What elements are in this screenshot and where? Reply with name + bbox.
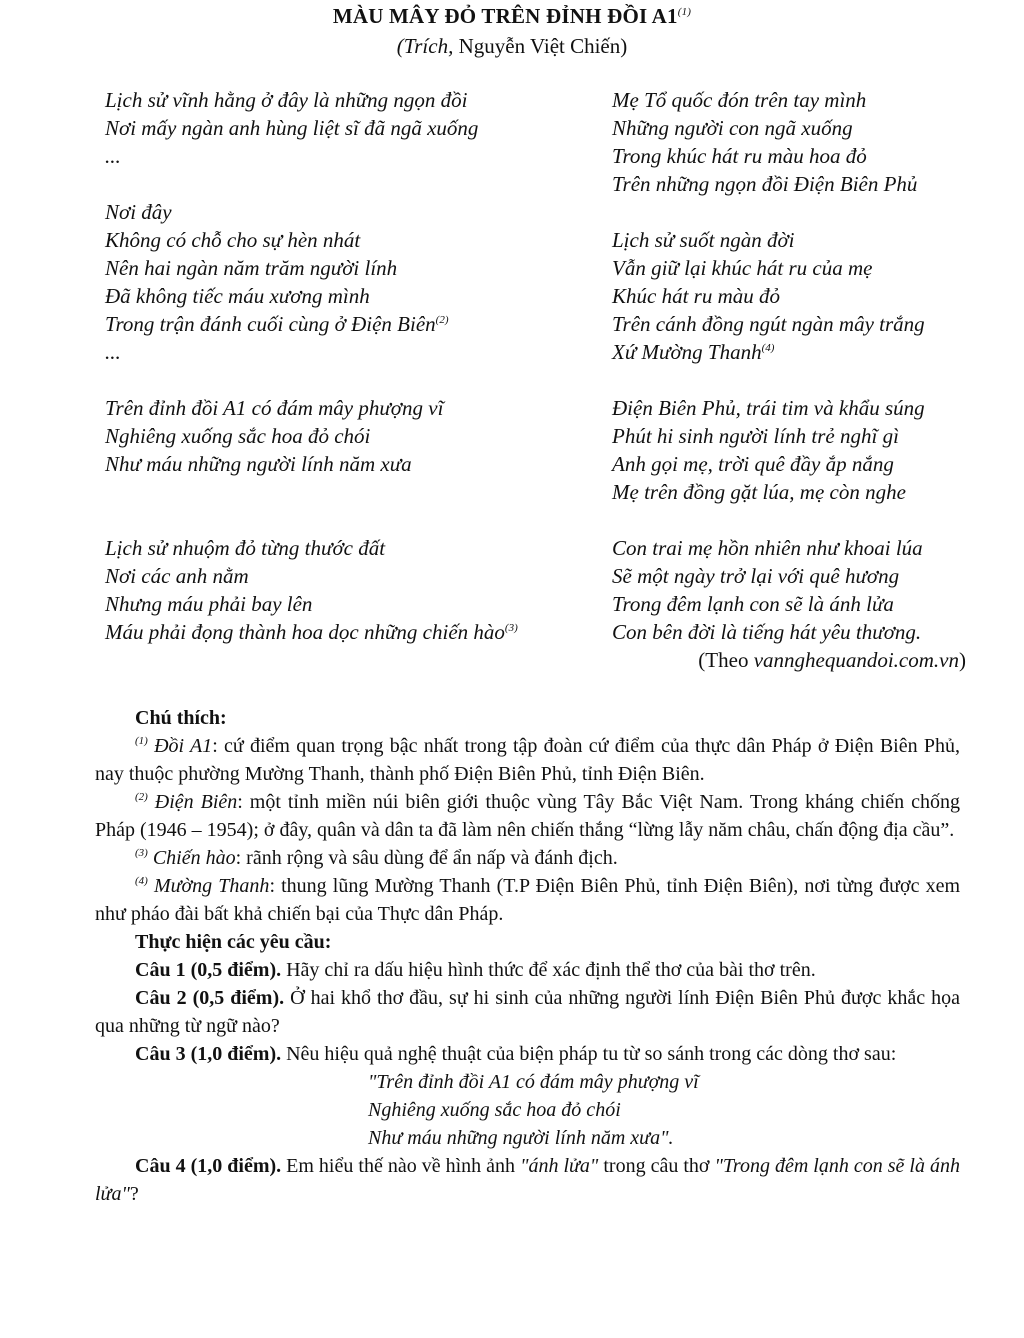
- poem-line-text: Máu phải đọng thành hoa dọc những chiến hào: [105, 620, 505, 644]
- poem-line: Vẫn giữ lại khúc hát ru của mẹ: [612, 256, 873, 280]
- poem-line: Khúc hát ru màu đỏ: [612, 284, 780, 308]
- poem-line: Mẹ Tổ quốc đón trên tay mình: [612, 88, 867, 112]
- footnote-number: (1): [135, 735, 148, 747]
- footnote-number: (2): [135, 791, 148, 803]
- footnote-text: : rãnh rộng và sâu dùng để ẩn nấp và đánh địch.: [235, 847, 618, 869]
- poem-subtitle: [0, 34, 1024, 59]
- question-1: [95, 956, 960, 984]
- poem-source: [698, 648, 966, 673]
- footnote-2: [95, 788, 960, 844]
- notes-and-questions: [95, 704, 960, 1208]
- poem-line-text: Xứ Mường Thanh: [612, 340, 762, 364]
- footnote-term: Đồi A1: [147, 735, 213, 757]
- poem-line: Điện Biên Phủ, trái tim và khẩu súng: [612, 396, 925, 420]
- poem-line: [105, 618, 605, 646]
- poem-line: Nơi mấy ngàn anh hùng liệt sĩ đã ngã xuống: [105, 116, 479, 140]
- question-text: trong câu thơ: [598, 1155, 715, 1177]
- notes-heading: Chú thích:: [135, 707, 227, 729]
- footnote-text: : cứ điểm quan trọng bậc nhất trong tập đoàn cứ điểm của thực dân Pháp ở Điện Biên Phủ, nay thuộc phường Mường Thanh, thành phố Điện Biên Phủ, tỉnh Điện Biên.: [95, 735, 960, 785]
- question-label: Câu 1 (0,5 điểm).: [135, 959, 282, 981]
- question-quote: "Trong đêm lạnh con sẽ là ánh lửa": [95, 1155, 960, 1205]
- poem-line: Nghiêng xuống sắc hoa đỏ chói: [105, 424, 371, 448]
- poem-line: Nhưng máu phải bay lên: [105, 592, 313, 616]
- question-text: Em hiểu thế nào về hình ảnh: [281, 1155, 521, 1177]
- subtitle-prefix: (Trích,: [396, 34, 454, 58]
- footnote-3: [95, 844, 960, 872]
- question-text: Nêu hiệu quả nghệ thuật của biện pháp tu từ so sánh trong các dòng thơ sau:: [281, 1043, 897, 1065]
- poem-line: Lịch sử vĩnh hằng ở đây là những ngọn đồi: [105, 88, 468, 112]
- poem-line: [105, 310, 605, 338]
- poem-left-column: [105, 86, 605, 646]
- poem-line: Nên hai ngàn năm trăm người lính: [105, 256, 398, 280]
- footnote-mark: (4): [761, 342, 775, 354]
- poem-line: Trên cánh đồng ngút ngàn mây trắng: [612, 312, 925, 336]
- poem-line: Lịch sử nhuộm đỏ từng thước đất: [105, 536, 386, 560]
- footnote-term: Mường Thanh: [147, 875, 270, 897]
- poem-line: Con bên đời là tiếng hát yêu thương.: [612, 620, 922, 644]
- poem-line: Nơi các anh nằm: [105, 564, 249, 588]
- footnote-term: Điện Biên: [147, 791, 238, 813]
- poem-line: Trên những ngọn đồi Điện Biên Phủ: [612, 172, 918, 196]
- poem-line: Trên đỉnh đồi A1 có đám mây phượng vĩ: [105, 396, 444, 420]
- poem-line: Đã không tiếc máu xương mình: [105, 284, 370, 308]
- question-label: Câu 4 (1,0 điểm).: [135, 1155, 282, 1177]
- source-suffix: ): [959, 648, 966, 672]
- question-4: [95, 1152, 960, 1208]
- poem-line: Con trai mẹ hồn nhiên như khoai lúa: [612, 536, 923, 560]
- quoted-line: Nghiêng xuống sắc hoa đỏ chói: [368, 1099, 621, 1121]
- poem-line: Nơi đây: [105, 200, 172, 224]
- question-2: [95, 984, 960, 1040]
- footnote-1: [95, 732, 960, 788]
- poem-line: ...: [105, 144, 121, 168]
- quoted-line: Như máu những người lính năm xưa".: [368, 1127, 674, 1149]
- poem-line: Trong đêm lạnh con sẽ là ánh lửa: [612, 592, 894, 616]
- footnote-term: Chiến hào: [147, 847, 236, 869]
- tasks-heading: Thực hiện các yêu cầu:: [135, 931, 332, 953]
- footnote-mark: (2): [435, 314, 449, 326]
- question-term: "ánh lửa": [520, 1155, 599, 1177]
- quoted-line: "Trên đỉnh đồi A1 có đám mây phượng vĩ: [368, 1071, 699, 1093]
- poem-line: Phút hi sinh người lính trẻ nghĩ gì: [612, 424, 899, 448]
- footnote-mark: (3): [504, 622, 518, 634]
- source-site: vannghequandoi.com.vn: [753, 648, 959, 672]
- poem-line: Mẹ trên đồng gặt lúa, mẹ còn nghe: [612, 480, 906, 504]
- poem-line: Lịch sử suốt ngàn đời: [612, 228, 795, 252]
- poem-line: Như máu những người lính năm xưa: [105, 452, 412, 476]
- poem-title: [0, 4, 1024, 29]
- subtitle-author: Nguyễn Việt Chiến): [453, 34, 628, 58]
- title-footnote-mark: (1): [677, 6, 692, 18]
- question-label: Câu 2 (0,5 điểm).: [135, 987, 285, 1009]
- poem-line: Anh gọi mẹ, trời quê đầy ắp nắng: [612, 452, 894, 476]
- poem-right-column: [612, 86, 1002, 646]
- question-3: [95, 1040, 960, 1068]
- footnote-number: (4): [135, 875, 148, 887]
- footnote-text: : một tỉnh miền núi biên giới thuộc vùng Tây Bắc Việt Nam. Trong kháng chiến chống Pháp (1946 – 1954); ở đây, quân và dân ta đã làm nên chiến thắng “lừng lẫy năm châu, chấn động địa cầu”.: [95, 791, 960, 841]
- footnote-4: [95, 872, 960, 928]
- poem-line: Trong khúc hát ru màu hoa đỏ: [612, 144, 867, 168]
- question-text: Hãy chỉ ra dấu hiệu hình thức để xác định thể thơ của bài thơ trên.: [281, 959, 816, 981]
- footnote-text: : thung lũng Mường Thanh (T.P Điện Biên Phủ, tỉnh Điện Biên), nơi từng được xem như pháo đài bất khả chiến bại của Thực dân Pháp.: [95, 875, 961, 925]
- poem-line: Những người con ngã xuống: [612, 116, 853, 140]
- poem-line: Không có chỗ cho sự hèn nhát: [105, 228, 361, 252]
- question-text: Ở hai khổ thơ đầu, sự hi sinh của những người lính Điện Biên Phủ được khắc họa qua những từ ngữ nào?: [95, 987, 960, 1037]
- poem-line-text: Trong trận đánh cuối cùng ở Điện Biên: [105, 312, 436, 336]
- poem-line: Sẽ một ngày trở lại với quê hương: [612, 564, 900, 588]
- source-prefix: (Theo: [698, 648, 754, 672]
- question-end: ?: [129, 1183, 139, 1205]
- poem-title-text: MÀU MÂY ĐỎ TRÊN ĐỈNH ĐỒI A1: [332, 4, 678, 28]
- poem-line: ...: [105, 340, 121, 364]
- footnote-number: (3): [135, 847, 148, 859]
- question-label: Câu 3 (1,0 điểm).: [135, 1043, 282, 1065]
- poem-line: [612, 338, 1002, 366]
